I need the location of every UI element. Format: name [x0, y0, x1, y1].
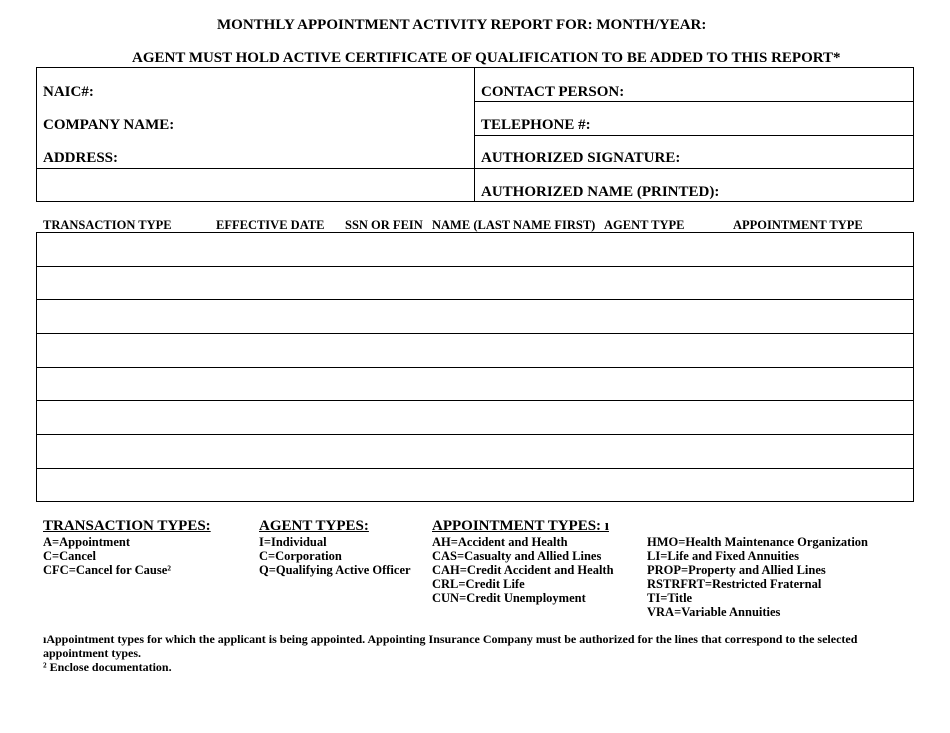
col-name: NAME (LAST NAME FIRST): [432, 218, 596, 232]
table-row[interactable]: [36, 299, 914, 300]
info-rule: [36, 168, 914, 169]
naic-field[interactable]: NAIC#:: [43, 84, 94, 100]
table-row[interactable]: [36, 400, 914, 401]
legend-item: C=Corporation: [259, 549, 342, 563]
legend-item: CFC=Cancel for Cause²: [43, 563, 171, 577]
table-row[interactable]: [36, 333, 914, 334]
legend-item: I=Individual: [259, 535, 327, 549]
legend-item: CAH=Credit Accident and Health: [432, 563, 614, 577]
footnote-2: ² Enclose documentation.: [43, 660, 172, 674]
info-rule: [474, 101, 914, 102]
legend-item: C=Cancel: [43, 549, 96, 563]
company-name-field[interactable]: COMPANY NAME:: [43, 117, 175, 133]
legend-item: RSTRFRT=Restricted Fraternal: [647, 577, 822, 591]
telephone-field[interactable]: TELEPHONE #:: [481, 117, 591, 133]
authorized-name-field[interactable]: AUTHORIZED NAME (PRINTED):: [481, 184, 720, 200]
legend-item: AH=Accident and Health: [432, 535, 568, 549]
appointment-types-heading: APPOINTMENT TYPES: ı: [432, 518, 609, 534]
table-row[interactable]: [36, 434, 914, 435]
agent-types-heading: AGENT TYPES:: [259, 518, 369, 534]
col-appointment-type: APPOINTMENT TYPE: [733, 218, 863, 232]
col-agent-type: AGENT TYPE: [604, 218, 685, 232]
authorized-signature-field[interactable]: AUTHORIZED SIGNATURE:: [481, 150, 681, 166]
table-row[interactable]: [36, 266, 914, 267]
address-field[interactable]: ADDRESS:: [43, 150, 119, 166]
legend-item: PROP=Property and Allied Lines: [647, 563, 826, 577]
legend-item: VRA=Variable Annuities: [647, 605, 781, 619]
table-row[interactable]: [36, 468, 914, 469]
legend-item: HMO=Health Maintenance Organization: [647, 535, 868, 549]
col-effective-date: EFFECTIVE DATE: [216, 218, 325, 232]
transaction-types-heading: TRANSACTION TYPES:: [43, 518, 211, 534]
footnote-1: ıAppointment types for which the applicant is being appointed. Appointing Insurance Company must be authorized for the lines that correspond to the selected: [43, 632, 858, 646]
report-title: MONTHLY APPOINTMENT ACTIVITY REPORT FOR: MONTH/YEAR:: [217, 17, 707, 33]
legend-item: LI=Life and Fixed Annuities: [647, 549, 799, 563]
legend-item: CAS=Casualty and Allied Lines: [432, 549, 602, 563]
contact-person-field[interactable]: CONTACT PERSON:: [481, 84, 625, 100]
legend-item: TI=Title: [647, 591, 693, 605]
col-transaction-type: TRANSACTION TYPE: [43, 218, 172, 232]
table-row[interactable]: [36, 367, 914, 368]
legend-item: CRL=Credit Life: [432, 577, 525, 591]
legend-item: Q=Qualifying Active Officer: [259, 563, 411, 577]
legend-item: CUN=Credit Unemployment: [432, 591, 586, 605]
report-subtitle: AGENT MUST HOLD ACTIVE CERTIFICATE OF QUALIFICATION TO BE ADDED TO THIS REPORT*: [132, 50, 841, 66]
col-ssn-fein: SSN OR FEIN: [345, 218, 423, 232]
legend-item: A=Appointment: [43, 535, 130, 549]
info-rule: [474, 135, 914, 136]
footnote-1-cont: appointment types.: [43, 646, 142, 660]
